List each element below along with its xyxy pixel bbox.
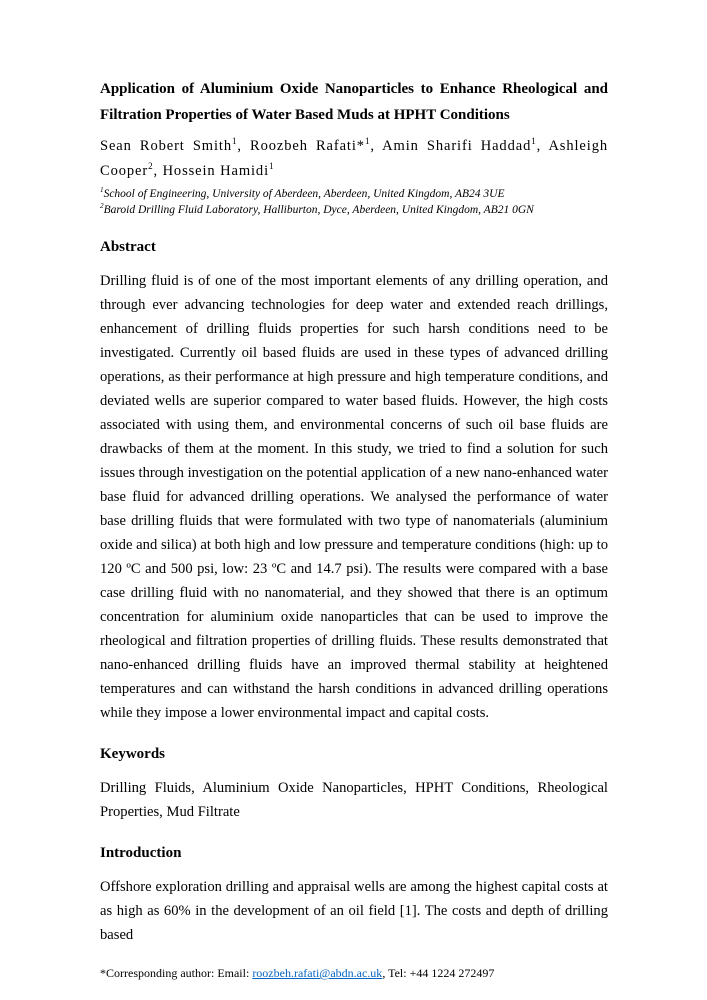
introduction-heading: Introduction — [100, 845, 182, 861]
affiliation-superscript: 2 — [100, 201, 104, 210]
abstract-body: Drilling fluid is of one of the most important elements of any drilling operation, and through ever advancing technologies for deep water and extended reach drillings, enhancement of drilling fluids properties for such harsh conditions need to be investigated. Currently oil based fluids are used in these types of advanced drilling operations, as their performance at high pressure and high temperature conditions, and deviated wells are superior compared to water based fluids. However, the high costs associated with using them, and environmental concerns of such oil base fluids are drawbacks of them at the moment. In this study, we tried to find a solution for such issues through investigation on the potential application of a new nano-enhanced water base fluid for advanced drilling operations. We analysed the performance of water base drilling fluids that were formulated with two type of nanomaterials (aluminium oxide and silica) at both high and low pressure and temperature conditions (high: up to 120 ºC and 500 psi, low: 23 ºC and 14.7 psi). The results were compared with a base case drilling fluid with no nanomaterial, and they showed that there is an optimum concentration for aluminium oxide nanoparticles that can be used to improve the rheological and filtration properties of drilling fluids. These results demonstrated that nano-enhanced drilling fluids have an improved thermal stability at heightened temperatures and can withstand the harsh conditions in advanced drilling operations while they impose a lower environmental impact and capital costs. — [100, 273, 608, 721]
author-affiliation-superscript: 2 — [148, 161, 154, 172]
author-name: Roozbeh Rafati*$^1$ — [250, 136, 371, 154]
affiliation-superscript: 1 — [100, 186, 104, 195]
email-link[interactable]: roozbeh.rafati@abdn.ac.uk — [252, 966, 383, 980]
author-name: Ashleigh Cooper$^2$ — [100, 138, 608, 179]
author-name: Amin Sharifi Haddad$^1$ — [382, 136, 537, 154]
author-affiliation-superscript: 1 — [231, 136, 238, 147]
abstract-heading: Abstract — [100, 239, 156, 255]
paper-title: Application of Aluminium Oxide Nanoparticles to Enhance Rheological and Filtration Properties of Water Based Muds at HPHT Conditions — [100, 81, 608, 123]
author-name: Hossein Hamidi$^1$ — [162, 161, 275, 179]
affiliation-line: $^2$Baroid Drilling Fluid Laboratory, Halliburton, Dyce, Aberdeen, United Kingdom, AB21 0GN — [100, 201, 534, 216]
author-affiliation-superscript: 1 — [269, 161, 275, 172]
affiliation-list — [100, 187, 608, 218]
footnote-suffix: , Tel: +44 1224 272497 — [382, 966, 495, 980]
author-list: Sean Robert Smith$^1$, Roozbeh Rafati*$^1$, Amin Sharifi Haddad$^1$, Ashleigh Cooper$^2$, Hossein Hamidi$^1$ — [100, 136, 608, 179]
keywords-body: Drilling Fluids, Aluminium Oxide Nanoparticles, HPHT Conditions, Rheological Properties, Mud Filtrate — [100, 780, 608, 820]
footnote-prefix: *Corresponding author: Email: — [100, 966, 253, 980]
footnote — [100, 965, 608, 981]
author-name: Sean Robert Smith$^1$ — [100, 136, 238, 154]
affiliation-line: $^1$School of Engineering, University of Aberdeen, Aberdeen, United Kingdom, AB24 3UE — [100, 186, 505, 200]
author-affiliation-superscript: 1 — [531, 136, 537, 147]
keywords-heading: Keywords — [100, 746, 165, 762]
author-affiliation-superscript: 1 — [364, 136, 371, 147]
introduction-body: Offshore exploration drilling and appraisal wells are among the highest capital costs at as high as 60% in the development of an oil field [1]. The costs and depth of drilling based — [100, 879, 608, 943]
